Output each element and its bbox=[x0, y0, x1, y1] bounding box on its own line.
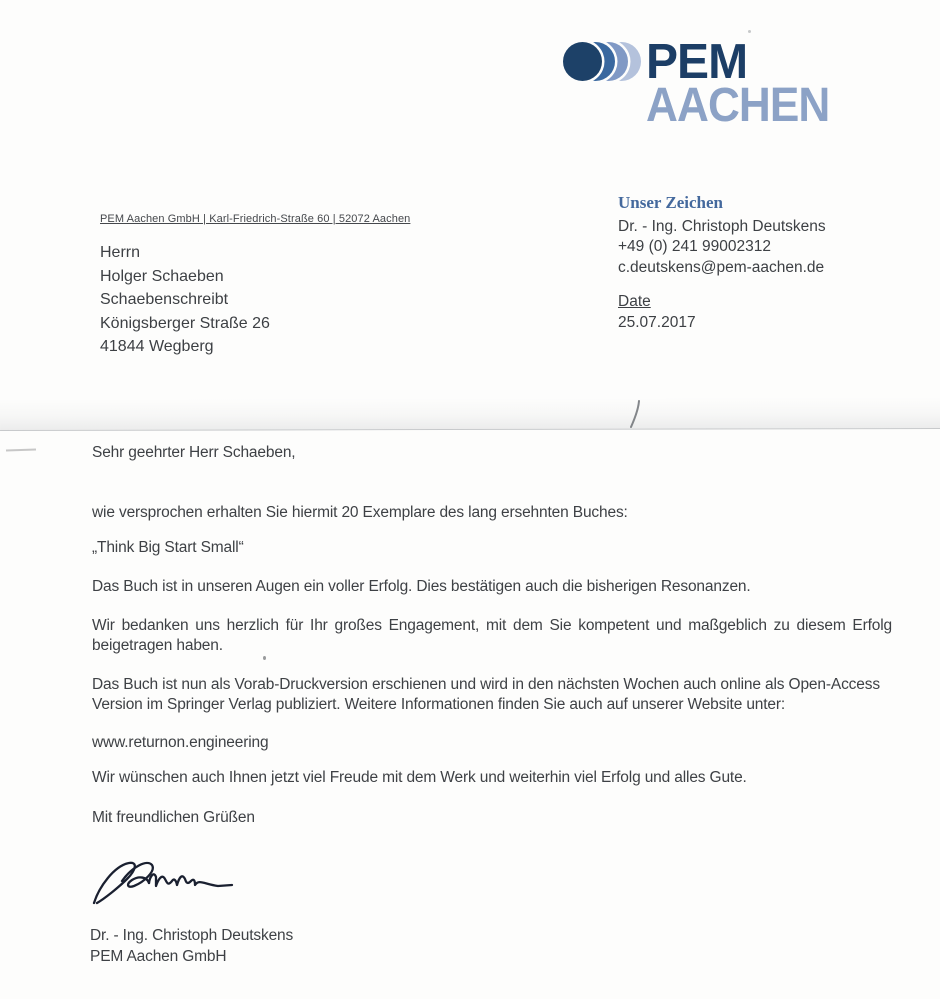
recipient-address-block bbox=[100, 241, 270, 359]
signer-name: Dr. - Ing. Christoph Deutskens bbox=[90, 927, 294, 944]
paragraph-book-title: „Think Big Start Small“ bbox=[92, 539, 244, 556]
scan-speck bbox=[748, 30, 751, 33]
website-url: www.returnon.engineering bbox=[92, 734, 269, 751]
date-value: 25.07.2017 bbox=[618, 314, 696, 331]
recipient-line-company: Schaebenschreibt bbox=[100, 291, 229, 308]
paragraph-wishes: Wir wünschen auch Ihnen jetzt viel Freude mit dem Werk und weiterhin viel Erfolg und alles Gute. bbox=[92, 769, 747, 786]
scan-fold-crease bbox=[0, 397, 940, 431]
logo-text-aachen: AACHEN bbox=[646, 79, 830, 132]
logo-circle-dark bbox=[563, 42, 602, 81]
date-block bbox=[618, 291, 696, 333]
salutation: Sehr geehrter Herr Schaeben, bbox=[92, 444, 296, 461]
paragraph-intro: wie versprochen erhalten Sie hiermit 20 Exemplare des lang ersehnten Buches: bbox=[92, 504, 628, 521]
paragraph-success: Das Buch ist in unseren Augen ein voller Erfolg. Dies bestätigen auch die bisherigen Resonanzen. bbox=[92, 578, 751, 595]
recipient-line-name: Holger Schaeben bbox=[100, 267, 224, 285]
date-heading: Date bbox=[618, 293, 651, 310]
logo-text-pem: PEM bbox=[646, 35, 748, 89]
closing-formula: Mit freundlichen Grüßen bbox=[92, 809, 255, 826]
logo-circles-icon bbox=[563, 42, 643, 82]
fold-mark-dash bbox=[6, 448, 36, 451]
reference-heading: Unser Zeichen bbox=[618, 193, 723, 212]
paragraph-thanks: Wir bedanken uns herzlich für Ihr großes Engagement, mit dem Sie kompetent und maßgeblich zu diesem Erfolg beigetragen haben. bbox=[92, 617, 892, 654]
reference-block bbox=[618, 193, 826, 278]
signer-company: PEM Aachen GmbH bbox=[90, 948, 227, 965]
reference-email: c.deutskens@pem-aachen.de bbox=[618, 258, 825, 276]
scan-pen-mark bbox=[628, 399, 644, 429]
recipient-line-street: Königsberger Straße 26 bbox=[100, 314, 270, 332]
reference-phone: +49 (0) 241 99002312 bbox=[618, 238, 771, 255]
recipient-line-salutation: Herrn bbox=[100, 244, 141, 261]
handwritten-signature bbox=[86, 856, 238, 910]
sender-return-address: PEM Aachen GmbH | Karl-Friedrich-Straße 60 | 52072 Aachen bbox=[100, 213, 411, 225]
recipient-line-city: 41844 Wegberg bbox=[100, 338, 214, 355]
paragraph-publication: Das Buch ist nun als Vorab-Druckversion erschienen und wird in den nächsten Wochen auch online als Open-Access Version im Springer Verlag publiziert. Weitere Informationen finden Sie auch auf unserer Website unter: bbox=[92, 676, 880, 713]
reference-contact-name: Dr. - Ing. Christoph Deutskens bbox=[618, 217, 826, 235]
scan-speck bbox=[263, 656, 266, 660]
company-logo bbox=[563, 35, 833, 134]
